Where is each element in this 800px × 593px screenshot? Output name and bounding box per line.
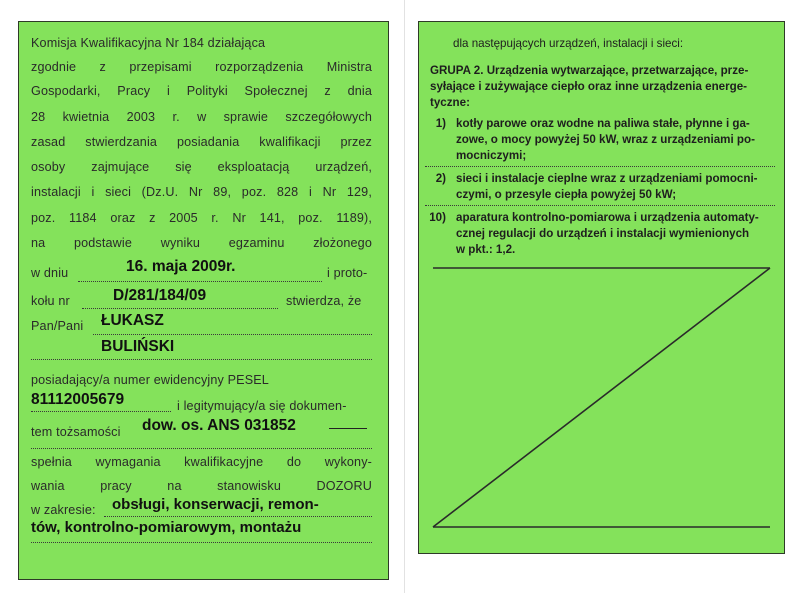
item-number: 1): [435, 117, 446, 130]
pesel-value: 81112005679: [31, 391, 125, 408]
label-w-zakresie: w zakresie:: [31, 503, 96, 517]
label-legitymujacy: i legitymujący/a się dokumen-: [177, 399, 347, 413]
position-line: wania pracy na stanowisku DOZORU: [31, 479, 372, 493]
body-line: instalacji i sieci (Dz.U. Nr 89, poz. 828 i Nr 129,: [31, 185, 372, 199]
identity-document-value: dow. os. ANS 031852: [142, 417, 296, 434]
scope-value-line1: obsługi, konserwacji, remon-: [112, 496, 319, 513]
body-line: zgodnie z przepisami rozporządzenia Ministra: [31, 60, 372, 74]
item-line: sieci i instalacje cieplne wraz z urządzeniami pomocni-: [456, 172, 758, 185]
body-line: na podstawie wyniku egzaminu złożonego: [31, 236, 372, 250]
item-line: czymi, o przesyle ciepła powyżej 50 kW;: [456, 188, 677, 201]
label-pan-pani: Pan/Pani: [31, 319, 84, 333]
item-line: kotły parowe oraz wodne na paliwa stałe, płynne i ga-: [456, 117, 750, 130]
label-kolu-nr: kołu nr: [31, 294, 70, 308]
group-line: GRUPA 2. Urządzenia wytwarzające, przetwarzające, prze-: [430, 64, 749, 77]
item-number: 2): [435, 172, 446, 185]
body-line: osoby zajmujące się eksploatacją urządzeń,: [31, 160, 372, 174]
protocol-number-value: D/281/184/09: [113, 287, 207, 304]
item-line: mocniczymi;: [456, 149, 527, 162]
item-line: w pkt.: 1,2.: [456, 243, 516, 256]
label-tozsamosci: tem tożsamości: [31, 425, 121, 439]
label-w-dniu: w dniu: [31, 266, 69, 280]
item-number: 10): [429, 211, 446, 224]
item-line: aparatura kontrolno-pomiarowa i urządzenia automaty-: [456, 211, 759, 224]
last-name-value: BULIŃSKI: [101, 338, 175, 355]
requirements-line: spełnia wymagania kwalifikacyjne do wykony-: [31, 455, 372, 469]
body-line: poz. 1184 oraz z 2005 r. Nr 141, poz. 1189),: [31, 211, 372, 225]
label-stwierdza-ze: stwierdza, że: [286, 294, 362, 308]
group-line: syłające i zużywające ciepło oraz inne urządzenia energe-: [430, 80, 748, 93]
exam-date-value: 16. maja 2009r.: [126, 258, 236, 275]
label-i-proto: i proto-: [327, 266, 368, 280]
first-name-value: ŁUKASZ: [101, 312, 164, 329]
body-line: 28 kwietnia 2003 r. w sprawie szczegółowych: [31, 110, 372, 124]
item-line: cznej regulacji do urządzeń i instalacji wymienionych: [456, 227, 750, 240]
item-line: zowe, o mocy powyżej 50 kW, wraz z urządzeniami po-: [456, 133, 755, 146]
body-line: Gospodarki, Pracy i Polityki Społecznej z dnia: [31, 84, 372, 98]
body-line: zasad stwierdzania posiadania kwalifikacji przez: [31, 135, 372, 149]
group-line: tyczne:: [430, 96, 470, 109]
scope-value-line2: tów, kontrolno-pomiarowym, montażu: [31, 519, 302, 536]
devices-header: dla następujących urządzeń, instalacji i sieci:: [453, 37, 684, 50]
body-line: Komisja Kwalifikacyjna Nr 184 działająca: [31, 36, 266, 50]
label-pesel: posiadający/a numer ewidencyjny PESEL: [31, 373, 269, 387]
